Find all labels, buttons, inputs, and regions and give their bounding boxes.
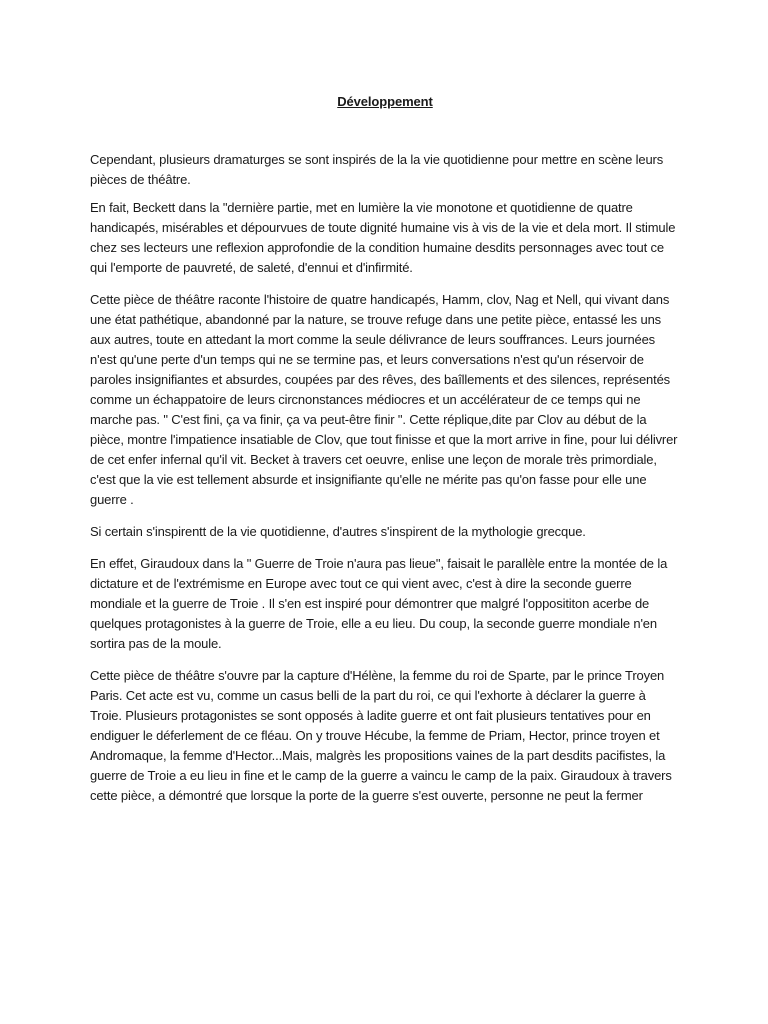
paragraph-intro: Cependant, plusieurs dramaturges se sont inspirés de la la vie quotidienne pour mettre en scène leurs pièces de théâtre. <box>90 152 664 187</box>
paragraph-summary-giraudoux: Cette pièce de théâtre s'ouvre par la capture d'Hélène, la femme du roi de Sparte, par le prince Troyen Paris. Cet acte est vu, comme un casus belli de la part du roi, ce qui l'exhorte à déclarer la guerre à Troie. Plusieurs protagonistes se sont opposés à ladite guerre et ont fait plusieurs tentatives pour en endiguer le déferlement de ce fléau. On y trouve Hécube, la femme de Priam, Hector, prince troyen et Andromaque, la femme d'Hector...Mais, malgrès les propositions vaines de la part desdits pacifistes, la guerre de Troie a eu lieu in fine et le camp de la guerre a vaincu le camp de la paix. Giraudoux à travers cette pièce, a démontré que lorsque la porte de la guerre s'est ouverte, personne ne peut la fermer <box>90 668 672 803</box>
paragraph-transition: Si certain s'inspirentt de la vie quotidienne, d'autres s'inspirent de la mythologie grecque. <box>90 524 586 539</box>
paragraph-giraudoux: En effet, Giraudoux dans la " Guerre de Troie n'aura pas lieue", faisait le parallèle entre la montée de la dictature et de l'extrémisme en Europe avec tout ce qui vient avec, c'est à dire la seconde guerre mondiale et la guerre de Troie . Il s'en est inspiré pour démontrer que malgré l'opposititon acerbe de quelques protagonistes à la guerre de Troie, elle a eu lieu. Du coup, la seconde guerre mondiale n'en sortira pas de la moule. <box>90 556 668 651</box>
document-body <box>90 92 680 818</box>
paragraph-beckett: En fait, Beckett dans la "dernière partie, met en lumière la vie monotone et quotidienne de quatre handicapés, misérables et dépourvues de toute dignité humaine vis à vis de la vie et dela mort. Il stimule chez ses lecteurs une reflexion approfondie de la condition humaine desdits personnages avec tout ce qui l'emporte de pauvreté, de saleté, d'ennui et d'infirmité. <box>90 200 676 275</box>
document-title: Développement <box>337 94 433 109</box>
paragraph-summary-beckett: Cette pièce de théâtre raconte l'histoire de quatre handicapés, Hamm, clov, Nag et Nell, qui vivant dans une état pathétique, abandonné par la nature, se trouve refuge dans une petite pièce, entassé les uns aux autres, toute en attedant la mort comme la seule délivrance de leurs souffrances. Leurs journées n'est qu'une perte d'un temps qui ne se termine pas, et leurs conversations n'est qu'un réservoir de paroles insignifiantes et absurdes, coupées par des rêves, des baîllements et des silences, représentés comme un échappatoire de leurs circnonstances médiocres et un accélérateur de ce temps qui ne marche pas. " C'est fini, ça va finir, ça va peut-être finir ". Cette réplique,dite par Clov au début de la pièce, montre l'impatience insatiable de Clov, que tout finisse et que la mort arrive in fine, pour lui délivrer de cet enfer infernal qu'il vit. Becket à travers cet oeuvre, enlise une leçon de morale très primordiale, c'est que la vie est tellement absurde et insignifiante qu'elle ne mérite pas qu'on fasse pour elle une guerre . <box>90 292 678 507</box>
